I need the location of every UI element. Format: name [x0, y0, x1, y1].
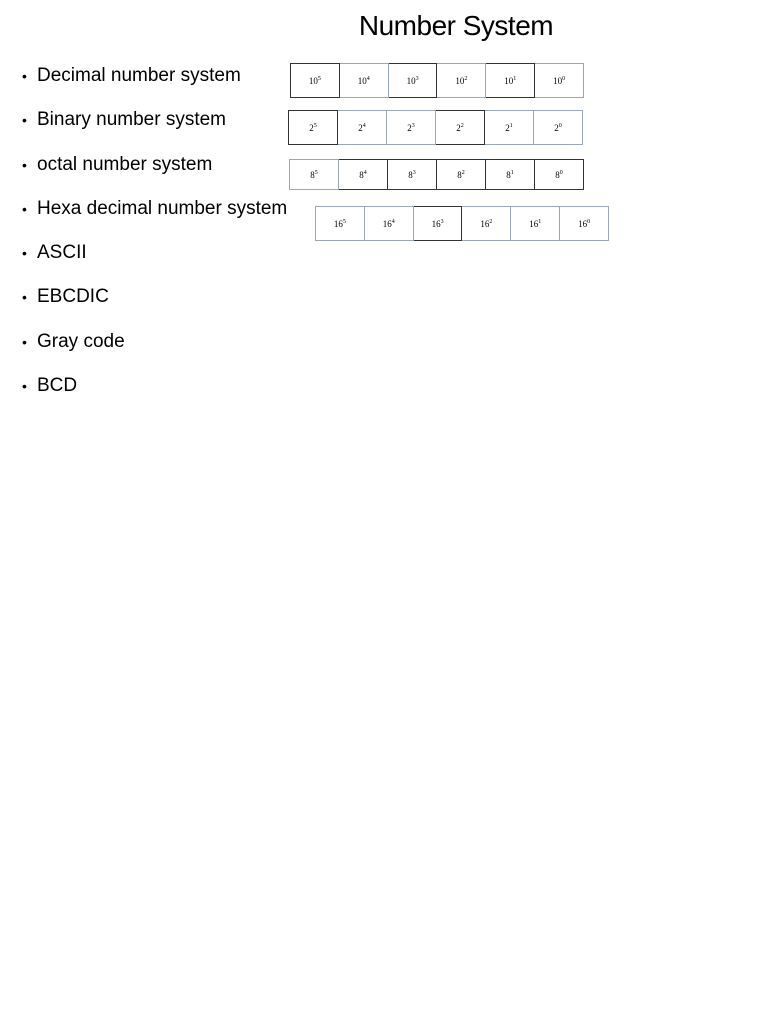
table-cell: $8^1$ — [486, 160, 535, 190]
table-cell: $2^5$ — [289, 111, 338, 145]
bullet-icon: • — [22, 333, 27, 350]
bullet-text-ascii: ASCII — [37, 242, 87, 264]
octal-place-value-table — [289, 159, 584, 190]
table-cell: $2^3$ — [387, 111, 436, 145]
list-item — [22, 283, 287, 327]
page-title: Number System — [358, 10, 554, 41]
table-cell: $2^2$ — [436, 111, 485, 145]
table-cell: $2^4$ — [338, 111, 387, 145]
bullet-text-octal: octal number system — [37, 153, 213, 175]
table-row — [290, 160, 584, 190]
list-item — [22, 239, 287, 283]
table-cell: $2^1$ — [485, 111, 534, 145]
list-item — [22, 106, 287, 150]
bullet-list — [22, 62, 287, 416]
list-item — [22, 372, 287, 416]
table-cell: $10^4$ — [339, 64, 388, 98]
bullet-icon: • — [22, 289, 27, 306]
table-cell: $16^1$ — [511, 207, 560, 241]
table-cell: $16^2$ — [462, 207, 511, 241]
table-cell: $10^2$ — [437, 64, 486, 98]
bullet-text-ebcdic: EBCDIC — [37, 286, 109, 308]
bullet-text-hex: Hexa decimal number system — [37, 197, 288, 219]
bullet-text-decimal: Decimal number system — [37, 65, 241, 86]
table-cell: $10^3$ — [388, 64, 437, 98]
bullet-icon: • — [22, 156, 27, 173]
table-cell: $16^4$ — [364, 207, 413, 241]
table-cell: $10^1$ — [486, 64, 535, 98]
list-item — [22, 328, 287, 372]
table-cell: $16^5$ — [316, 207, 365, 241]
bullet-text-gray-code: Gray code — [37, 330, 125, 352]
list-item — [22, 195, 287, 239]
list-item — [22, 151, 287, 195]
decimal-place-value-table — [290, 63, 584, 98]
table-cell: $10^0$ — [535, 64, 584, 98]
table-cell: $8^2$ — [437, 160, 486, 190]
table-cell: $8^3$ — [388, 160, 437, 190]
bullet-icon: • — [22, 378, 27, 395]
bullet-icon: • — [22, 112, 27, 129]
bullet-icon: • — [22, 245, 27, 262]
table-cell: $16^0$ — [560, 207, 609, 241]
table-row — [289, 111, 583, 145]
table-cell: $8^5$ — [290, 160, 339, 190]
bullet-text-bcd: BCD — [37, 375, 78, 397]
list-item — [22, 62, 287, 106]
table-cell: $16^3$ — [413, 207, 462, 241]
table-cell: $2^0$ — [534, 111, 583, 145]
table-cell: $8^0$ — [535, 160, 584, 190]
table-cell: $8^4$ — [339, 160, 388, 190]
bullet-text-binary: Binary number system — [37, 109, 227, 131]
table-row — [291, 64, 584, 98]
bullet-icon: • — [22, 68, 27, 84]
bullet-icon: • — [22, 200, 27, 217]
hex-place-value-table — [315, 206, 609, 241]
table-cell: $10^5$ — [291, 64, 340, 98]
binary-place-value-table — [288, 110, 583, 145]
table-row — [316, 207, 609, 241]
